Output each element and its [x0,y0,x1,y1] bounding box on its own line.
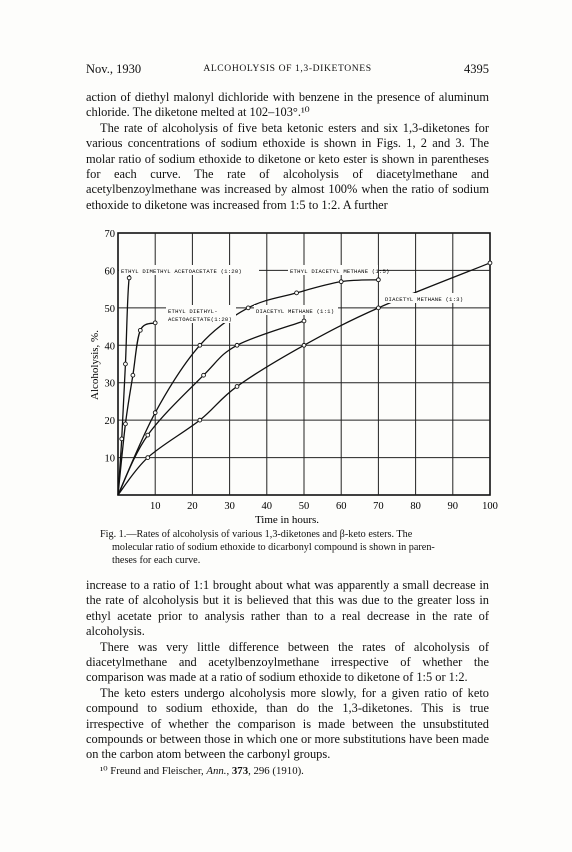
footnote-text: Freund and Fleischer, [107,764,207,777]
data-point [138,328,142,332]
page-number: 4395 [464,62,489,76]
series-label: DIACETYL METHANE (1:1) [256,308,335,315]
figure-caption [100,528,488,567]
series-label: ACETOACETATE(1:20) [168,316,233,323]
data-point [377,306,381,310]
y-tick-label: 10 [104,453,115,465]
y-axis-label: Alcoholysis, %. [89,330,101,400]
x-tick-label: 10 [149,501,161,512]
x-tick-label: 70 [373,501,384,512]
x-tick-label: 80 [410,501,421,512]
paragraph: increase to a ratio of 1:1 brought about what was apparently a small decrease in the rate of alcoholysis but it is believed that this was due to the greater loss in ethyl acetate prior to analysis rather than to a real decrease in the rate of alcoholysis. [86,578,489,639]
x-axis-label: Time in hours. [254,514,320,526]
data-point [127,276,131,280]
bottom-paragraphs [86,578,489,779]
x-tick-label: 40 [261,501,273,512]
y-tick-label: 20 [104,416,115,428]
series-label: ETHYL DIACETYL METHANE (1:5) [290,268,390,275]
footnote-pages: , 296 (1910). [248,764,304,777]
x-tick-label: 60 [335,501,347,512]
series-label: DIACETYL METHANE (1:3) [385,296,464,303]
chart-series-labels [119,265,483,323]
x-tick-label: 90 [447,501,459,512]
data-point [339,280,343,284]
header-title: ALCOHOLYSIS OF 1,3-DIKETONES [203,63,372,74]
data-point [146,456,150,460]
series-line [118,280,378,495]
y-tick-label: 30 [104,378,115,390]
paragraph: There was very little difference between the rates of alcoholysis of diacetylmethane and acetylbenzoylmethane irrespective of whether the comparison was made at a ratio of sodium ethoxide to diketone of 1:5 or 1:2. [86,639,489,685]
data-point [235,385,239,389]
series-label: ETHYL DIMETHYL ACETOACETATE (1:20) [121,268,242,275]
data-point [488,261,492,265]
footnote-marker: ¹⁰ [100,764,108,777]
y-tick-label: 70 [104,229,115,240]
data-point [235,343,239,347]
paragraph: action of diethyl malonyl dichloride with benzene in the presence of aluminum chloride. The diketone melted at 102–103°.¹⁰ [86,90,489,120]
caption-line: Fig. 1.—Rates of alcoholysis of various 1,3-diketones and β-keto esters. The [100,529,413,540]
caption-line: molecular ratio of sodium ethoxide to dicarbonyl compound is shown in paren- [112,542,435,553]
footnote-journal: Ann. [206,764,227,777]
data-point [198,343,202,347]
caption-line: theses for each curve. [112,555,201,566]
x-tick-label: 30 [224,501,235,512]
data-point [198,418,202,422]
x-tick-label: 50 [298,501,310,512]
data-point [131,373,135,377]
series-line [118,321,304,495]
header-date: Nov., 1930 [86,62,142,76]
data-point [124,362,128,366]
data-point [302,343,306,347]
y-tick-label: 50 [104,303,115,315]
data-point [124,422,128,426]
paragraph: The keto esters undergo alcoholysis more slowly, for a given ratio of keto compound to sodium ethoxide, than do the 1,3-diketones. This is true irrespective of whether the comparison is made between the unsubstituted compounds or between those in which one or more substitutions have been made on the carbon atom between the carbonyl groups. [86,685,489,762]
data-point [146,433,150,437]
data-point [295,291,299,295]
data-point [246,306,250,310]
x-tick-label: 20 [187,501,198,512]
data-point [302,319,306,323]
data-point [377,278,381,282]
data-point [153,411,157,415]
y-tick-label: 40 [104,341,115,353]
x-tick-label: 100 [482,501,498,512]
paragraph: The rate of alcoholysis of five beta ketonic esters and six 1,3-diketones for various concentrations of sodium ethoxide is shown in Figs. 1, 2 and 3. The molar ratio of sodium ethoxide to diketone or keto ester is shown in parentheses for each curve. The rate of alcoholysis of diacetylmethane and acetylbenzoylmethane was increased by almost 100% when the ratio of sodium ethoxide to diketone was increased from 1:5 to 1:2. A further [86,120,489,212]
data-point [153,321,157,325]
footnote-volume: 373 [231,764,249,777]
y-tick-label: 60 [104,266,115,278]
series-label: ETHYL DIETHYL- [168,308,218,315]
footnote: ¹⁰ Freund and Fleischer, Ann., 373, 296 (1910). [100,764,304,777]
data-point [202,373,206,377]
